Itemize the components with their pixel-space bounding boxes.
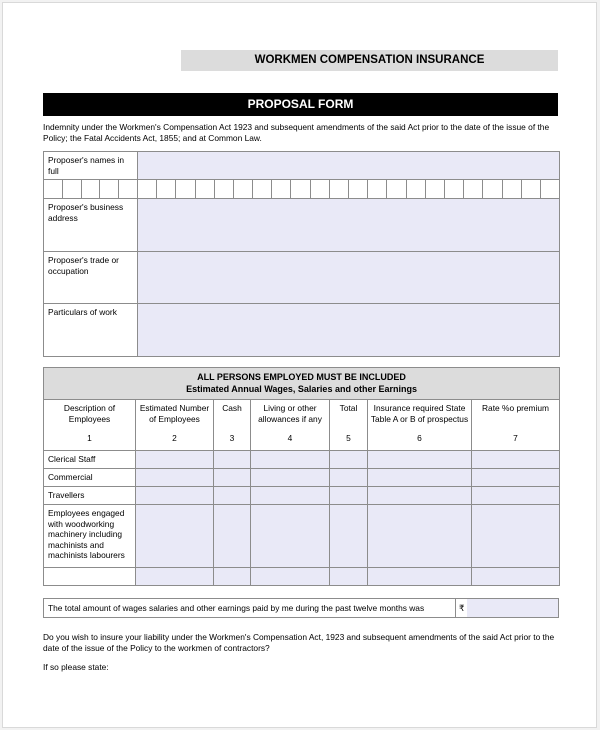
employees-table xyxy=(43,367,560,586)
name-letter-box[interactable] xyxy=(214,180,233,199)
column-header-label: Description of Employees xyxy=(63,403,116,424)
name-letter-box[interactable] xyxy=(100,180,119,199)
proposer-names-label: Proposer's names in full xyxy=(44,152,138,180)
employee-cell[interactable] xyxy=(368,451,472,469)
contractors-question: Do you wish to insure your liability under the Workmen's Compensation Act, 1923 and subsequent amendments of the said Act prior to the date of the issue of the Policy to the workmen of contractors? xyxy=(43,632,555,653)
employee-cell[interactable] xyxy=(330,451,368,469)
proposal-form-banner: PROPOSAL FORM xyxy=(43,93,558,116)
name-letter-box[interactable] xyxy=(119,180,138,199)
name-letter-box[interactable] xyxy=(329,180,348,199)
employee-cell[interactable] xyxy=(472,505,560,568)
name-letter-box[interactable] xyxy=(137,180,156,199)
employee-cell[interactable] xyxy=(251,505,330,568)
employee-cell[interactable] xyxy=(251,487,330,505)
column-number: 3 xyxy=(229,433,235,443)
column-number: 5 xyxy=(346,433,351,443)
employee-cell[interactable] xyxy=(330,487,368,505)
employee-cell[interactable] xyxy=(251,451,330,469)
employee-cell[interactable] xyxy=(472,451,560,469)
column-header-label: Insurance required State Table A or B of prospectus xyxy=(370,403,469,424)
column-header-label: Rate %o premium xyxy=(482,403,550,413)
business-address-field[interactable] xyxy=(137,199,559,252)
name-letter-box[interactable] xyxy=(176,180,195,199)
employee-cell[interactable] xyxy=(368,469,472,487)
column-number: 1 xyxy=(87,433,92,443)
employee-cell[interactable] xyxy=(330,505,368,568)
employee-cell[interactable] xyxy=(136,469,214,487)
employee-cell[interactable] xyxy=(214,469,251,487)
employee-cell[interactable] xyxy=(136,487,214,505)
intro-text: Indemnity under the Workmen's Compensation Act 1923 and subsequent amendments of the said Act prior to the date of the issue of the Policy; the Fatal Accidents Act, 1855; and at Common Law. xyxy=(43,122,550,143)
column-header xyxy=(251,400,330,451)
proposer-names-field[interactable] xyxy=(137,152,559,180)
employee-cell[interactable] xyxy=(136,568,214,586)
name-letter-box[interactable] xyxy=(157,180,176,199)
rupee-icon: ₹ xyxy=(459,603,465,613)
name-letter-box[interactable] xyxy=(291,180,310,199)
column-header-label: Cash xyxy=(222,403,242,413)
employee-row-label: Commercial xyxy=(44,469,136,487)
employee-cell[interactable] xyxy=(330,568,368,586)
employee-cell[interactable] xyxy=(472,469,560,487)
particulars-of-work-field[interactable] xyxy=(137,304,559,357)
employee-cell[interactable] xyxy=(472,568,560,586)
column-number: 2 xyxy=(172,433,177,443)
employee-cell[interactable] xyxy=(136,451,214,469)
employee-cell[interactable] xyxy=(330,469,368,487)
column-header-label: Total xyxy=(339,403,358,413)
business-address-label: Proposer's business address xyxy=(44,199,138,252)
name-letter-box[interactable] xyxy=(540,180,560,199)
employee-cell[interactable] xyxy=(472,487,560,505)
name-letter-box[interactable] xyxy=(195,180,214,199)
column-header xyxy=(136,400,214,451)
employee-cell[interactable] xyxy=(214,568,251,586)
column-header-label: Living or other allowances if any xyxy=(258,403,322,424)
if-so-label: If so please state: xyxy=(43,662,109,672)
total-wages-label: The total amount of wages salaries and other earnings paid by me during the past twelve months was xyxy=(48,603,425,613)
name-letter-box[interactable] xyxy=(368,180,387,199)
column-header xyxy=(214,400,251,451)
column-header-label: Estimated Number of Employees xyxy=(139,403,210,424)
employee-cell[interactable] xyxy=(368,505,472,568)
name-letter-box[interactable] xyxy=(272,180,291,199)
column-number: 6 xyxy=(417,433,422,443)
employee-cell[interactable] xyxy=(214,505,251,568)
employee-cell[interactable] xyxy=(368,487,472,505)
name-letter-box[interactable] xyxy=(310,180,329,199)
column-number: 7 xyxy=(513,433,518,443)
trade-occupation-label: Proposer's trade or occupation xyxy=(44,252,138,304)
name-letter-box[interactable] xyxy=(521,180,540,199)
proposer-names-grid xyxy=(44,180,560,199)
employee-cell[interactable] xyxy=(136,505,214,568)
column-header xyxy=(368,400,472,451)
total-wages-row xyxy=(43,598,559,618)
name-letter-box[interactable] xyxy=(44,180,63,199)
name-letter-box[interactable] xyxy=(387,180,406,199)
employees-table-header xyxy=(44,368,560,400)
employee-row-label xyxy=(44,568,136,586)
name-letter-box[interactable] xyxy=(502,180,521,199)
total-divider xyxy=(455,599,456,617)
particulars-of-work-label: Particulars of work xyxy=(44,304,138,357)
trade-occupation-field[interactable] xyxy=(137,252,559,304)
total-wages-field[interactable] xyxy=(467,599,558,617)
employee-row-label: Travellers xyxy=(44,487,136,505)
name-letter-box[interactable] xyxy=(425,180,444,199)
employee-row-label: Clerical Staff xyxy=(44,451,136,469)
employee-cell[interactable] xyxy=(251,469,330,487)
name-letter-box[interactable] xyxy=(483,180,502,199)
name-letter-box[interactable] xyxy=(233,180,252,199)
employee-cell[interactable] xyxy=(251,568,330,586)
employee-cell[interactable] xyxy=(214,487,251,505)
name-letter-box[interactable] xyxy=(62,180,81,199)
employees-heading-1: ALL PERSONS EMPLOYED MUST BE INCLUDED xyxy=(197,372,406,382)
name-letter-box[interactable] xyxy=(464,180,483,199)
employee-cell[interactable] xyxy=(368,568,472,586)
proposer-details-table xyxy=(43,151,560,357)
name-letter-box[interactable] xyxy=(349,180,368,199)
column-header xyxy=(472,400,560,451)
employee-row-label: Employees engaged with woodworking machinery including machinists and machinists labourers xyxy=(44,505,136,568)
name-letter-box[interactable] xyxy=(81,180,100,199)
name-letter-box[interactable] xyxy=(444,180,463,199)
name-letter-box[interactable] xyxy=(406,180,425,199)
name-letter-box[interactable] xyxy=(253,180,272,199)
form-title: WORKMEN COMPENSATION INSURANCE xyxy=(181,50,558,71)
column-header xyxy=(44,400,136,451)
column-header xyxy=(330,400,368,451)
employees-heading-2: Estimated Annual Wages, Salaries and other Earnings xyxy=(186,384,417,394)
employee-cell[interactable] xyxy=(214,451,251,469)
column-number: 4 xyxy=(287,433,293,443)
